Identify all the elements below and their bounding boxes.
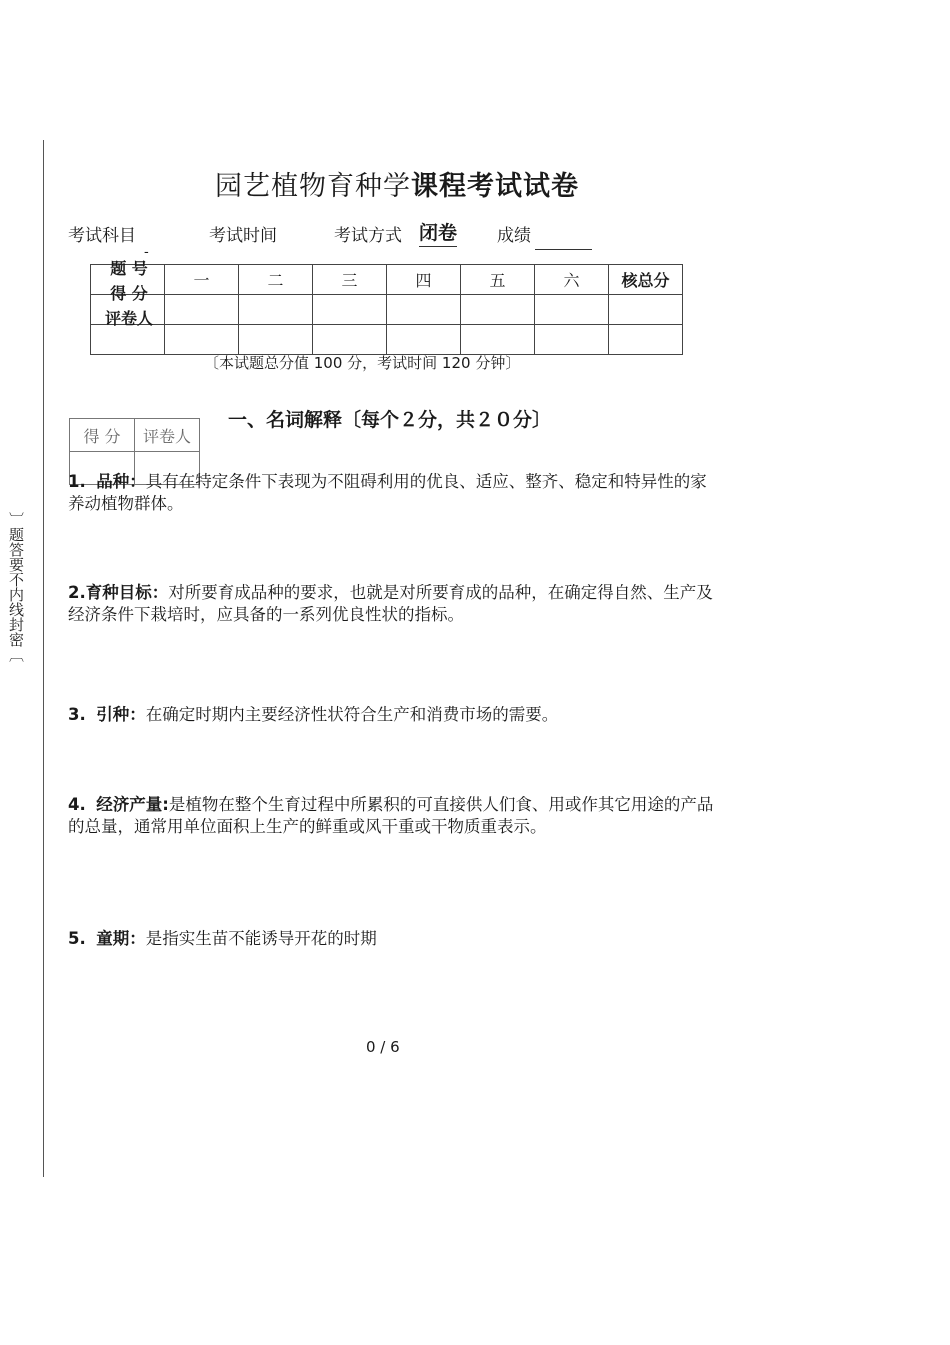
col-header-5: 五 — [461, 265, 535, 295]
section-title: 一、名词解释〔每个２分，共２０分〕 — [228, 409, 552, 431]
score-cell — [535, 295, 609, 325]
grader-cell — [609, 325, 683, 355]
grader-cell — [239, 325, 313, 355]
score-cell — [313, 295, 387, 325]
binding-margin-line — [43, 140, 44, 1177]
grader-cell — [165, 325, 239, 355]
section-score-label: 得 分 — [70, 419, 135, 452]
score-cell — [387, 295, 461, 325]
score-cell — [165, 295, 239, 325]
col-header-4: 四 — [387, 265, 461, 295]
method-value: 闭卷 — [419, 218, 457, 247]
question-2: 2.育种目标：对所要育成品种的要求，也就是对所要育成的品种，在确定得自然、生产及经济条件下栽培时，应具备的一系列优良性状的指标。 — [68, 583, 713, 624]
question-1: 1. 品种：具有在特定条件下表现为不阻碍利用的优良、适应、整齐、稳定和特异性的家养动植物群体。 — [68, 472, 707, 513]
time-label: 考试时间 — [209, 226, 277, 246]
col-header-2: 二 — [239, 265, 313, 295]
row-label-question-no: 题 号 — [110, 259, 148, 278]
score-row — [91, 295, 683, 325]
grader-cell — [387, 325, 461, 355]
row-label-grader: 评卷人 — [104, 309, 153, 328]
score-table-row-labels — [96, 256, 162, 331]
page-title — [215, 164, 579, 203]
grader-cell — [313, 325, 387, 355]
grade-label: 成绩 — [497, 226, 531, 246]
col-header-1: 一 — [165, 265, 239, 295]
method-label: 考试方式 — [334, 226, 402, 246]
row-label-score: 得 分 — [110, 284, 148, 303]
grade-blank — [535, 249, 592, 250]
page-number: 0 / 6 — [366, 1038, 400, 1056]
col-header-3: 三 — [313, 265, 387, 295]
question-5: 5. 童期：是指实生苗不能诱导开花的时期 — [68, 929, 377, 948]
score-cell — [239, 295, 313, 325]
title-course-name: 园艺植物育种学 — [215, 171, 411, 202]
title-exam-paper: 课程考试试卷 — [411, 171, 579, 202]
subject-label: 考试科目 — [68, 226, 136, 246]
score-cell — [609, 295, 683, 325]
score-cell — [461, 295, 535, 325]
seal-line-notice: 〕题答要不内线封密〔 — [7, 512, 25, 662]
section-grader-label: 评卷人 — [135, 419, 200, 452]
exam-note: 〔本试题总分值 100 分，考试时间 120 分钟〕 — [204, 354, 521, 372]
question-3: 3. 引种：在确定时期内主要经济性状符合生产和消费市场的需要。 — [68, 705, 559, 724]
score-table — [90, 264, 683, 355]
grader-cell — [535, 325, 609, 355]
score-table-header-row — [91, 265, 683, 295]
question-4: 4. 经济产量:是植物在整个生育过程中所累积的可直接供人们食、用或作其它用途的产品的总量，通常用单位面积上生产的鲜重或风干重或干物质重表示。 — [68, 795, 714, 836]
grader-cell — [461, 325, 535, 355]
col-header-total: 核总分 — [609, 265, 683, 295]
header-dash: - — [144, 244, 149, 260]
col-header-6: 六 — [535, 265, 609, 295]
grader-row — [91, 325, 683, 355]
